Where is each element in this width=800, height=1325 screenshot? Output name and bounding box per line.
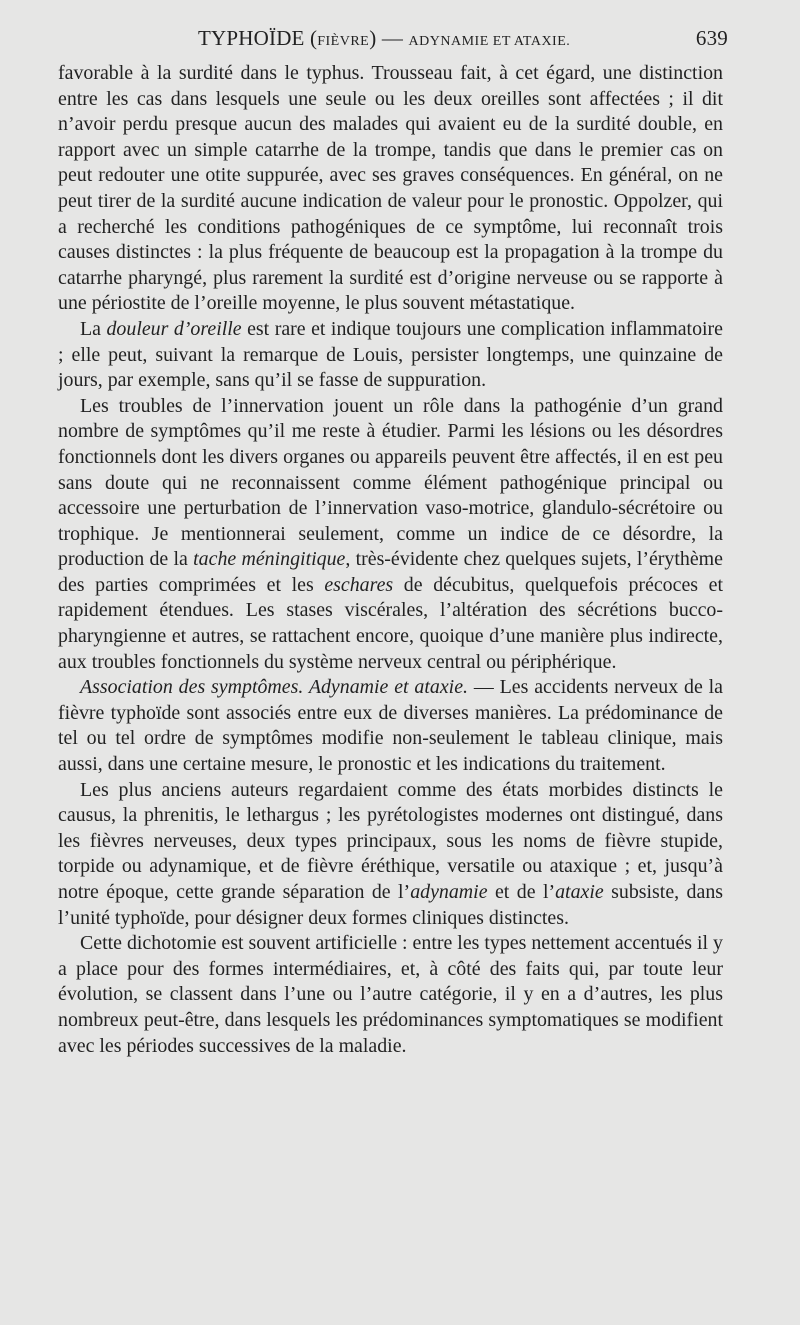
page-number: 639 — [695, 26, 728, 50]
italic-text-run: eschares — [324, 573, 394, 596]
running-title-smallcaps: FIÈVRE — [317, 34, 370, 49]
running-title-dash: — — [376, 26, 409, 50]
paragraph-p3 — [58, 394, 723, 676]
italic-text-run: Association des symptômes. Adynamie et ataxie. — [80, 676, 469, 699]
italic-text-run: ataxie — [555, 881, 604, 903]
running-title-section: ADYNAMIE ET ATAXIE. — [408, 34, 571, 49]
paragraph-p5 — [58, 778, 723, 932]
paragraph-p1 — [58, 61, 723, 317]
body-text — [58, 61, 723, 1059]
text-run: La — [80, 317, 107, 340]
running-title — [198, 26, 570, 51]
paragraph-p2 — [58, 317, 723, 394]
text-run: Les plus anciens auteurs regardaient comme des états morbides distincts le causus, la phrenitis, le lethargus ; les pyrétologistes modernes ont distingué, dans les fièvres nerveuses, deux types principaux, sous les noms de fièvre stupide, torpide ou adynamique, et de fièvre éréthique, versatile ou ataxique ; et, jusqu’à notre époque, cette grande séparation de l’ — [58, 778, 723, 903]
running-header — [58, 26, 728, 58]
paragraph-p6 — [58, 931, 723, 1059]
running-title-close: ) — [369, 26, 377, 50]
text-run: favorable à la surdité dans le typhus. Trousseau fait, à cet égard, une distinction entre les cas dans lesquels une seule ou les deux oreilles sont affectées ; il dit n’avoir perdu presque aucun des malades qui avaient eu de la surdité double, en rapport avec un simple catarrhe de la trompe, tandis que dans le premier cas on peut redouter une otite suppurée, avec ses graves conséquences. En général, on ne peut tirer de la surdité aucune indication de valeur pour le pronostic. Oppolzer, qui a recherché les conditions pathogéniques de ce symptôme, lui reconnaît trois causes distinctes : la plus fréquente de beaucoup est la propagation à la trompe du catarrhe pharyngé, plus rarement la surdité est d’origine nerveuse ou se rapporte à une périostite de l’oreille moyenne, le plus souvent métastatique. — [58, 62, 723, 315]
paragraph-p4 — [58, 675, 723, 777]
text-run: est rare et indique toujours une complication inflammatoire ; elle peut, suivant la remarque de Louis, persister longtemps, une quinzaine de jours, par exemple, sans qu’il se fasse de suppuration. — [58, 317, 724, 392]
running-title-main: TYPHOÏDE ( — [198, 26, 318, 50]
italic-text-run: adynamie — [410, 881, 488, 903]
text-run: Les troubles de l’innervation jouent un rôle dans la pathogénie d’un grand nombre de symptômes qu’il me reste à étudier. Parmi les lésions ou les désordres fonctionnels dont les divers organes ou appareils peuvent être affectés, il en est peu sans doute qui ne reconnaissent comme élément pathogénique principal ou accessoire une perturbation de l’innervation vaso-motrice, glandulo-sécrétoire ou trophique. Je mentionnerai seulement, comme un indice de ce désordre, la production de la — [58, 394, 723, 571]
text-run: et de l’ — [487, 881, 556, 903]
text-run: Cette dichotomie est souvent artificielle : entre les types nettement accentués il y a place pour des formes intermédiaires, et, à côté des faits qui, par toute leur évolution, se classent dans l’une ou l’autre catégorie, il y en a d’autres, les plus nombreux peut-être, dans lesquels les prédominances symptomatiques se modifient avec les périodes successives de la maladie. — [58, 932, 723, 1057]
text-run: subsiste, dans l’unité typhoïde, pour désigner deux formes cliniques distinctes. — [58, 881, 724, 929]
text-run: — Les accidents nerveux de la fièvre typhoïde sont associés entre eux de diverses manières. La prédominance de tel ou tel ordre de symptômes modifie non-seulement le tableau clinique, mais aussi, dans une certaine mesure, le pronostic et les indications du traitement. — [58, 676, 723, 776]
text-run: , très-évidente chez quelques sujets, l’érythème des parties comprimées et les — [58, 548, 723, 596]
text-run: de décubitus, quelquefois précoces et rapidement étendues. Les stases viscérales, l’altération des sécrétions bucco-pharyngienne et autres, se rattachent encore, quoique d’une manière plus indirecte, aux troubles fonctionnels du système nerveux central ou périphérique. — [58, 573, 723, 673]
italic-text-run: tache méningitique — [193, 548, 346, 571]
italic-text-run: douleur d’oreille — [106, 317, 242, 340]
